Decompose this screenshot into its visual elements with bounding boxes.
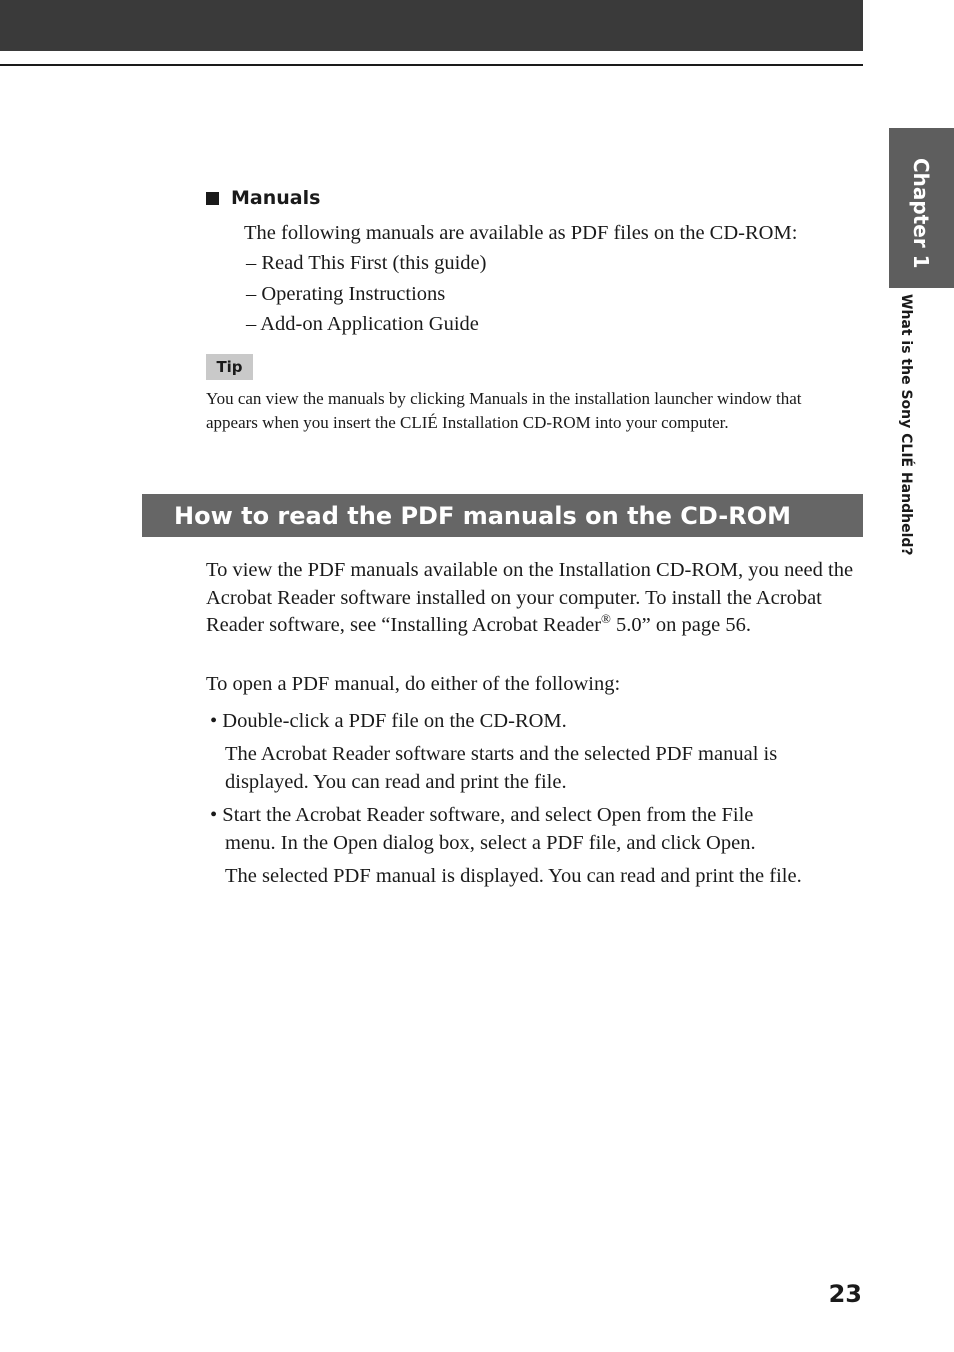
header-rule [0,64,863,66]
header-bar [0,0,863,51]
body-text: To view the PDF manuals available on the Installation CD-ROM, you need the Acrobat Reader software installed on your computer. To install the Acrobat Reader software, see “Installing Acrobat Reader [206,559,854,636]
bullet-1-result-line-1: The Acrobat Reader software starts and the selected PDF manual is [225,743,778,765]
chapter-tab [889,128,954,288]
list-item: – Operating Instructions [246,282,446,305]
bullet-1-result-line-2: displayed. You can read and print the file. [225,771,567,793]
manuals-heading-text: Manuals [231,187,321,209]
section-heading: How to read the PDF manuals on the CD-ROM [142,494,863,537]
page-number: 23 [828,1280,862,1308]
list-item: – Read This First (this guide) [246,252,487,274]
tip-badge: Tip [206,354,253,380]
registered-mark: ® [601,611,611,627]
manuals-list [246,248,487,340]
bullet-2-result: The selected PDF manual is displayed. You can read and print the file. [225,865,802,887]
body-paragraph [206,557,856,640]
bullet-item-2: • Start the Acrobat Reader software, and select Open from the File [210,804,754,826]
open-intro: To open a PDF manual, do either of the following: [206,673,621,695]
bullet-2-line-2: menu. In the Open dialog box, select a PDF file, and click Open. [225,832,756,854]
manuals-heading [206,184,320,212]
bullet-item-1: • Double-click a PDF file on the CD-ROM. [210,710,567,732]
chapter-label: Chapter 1 [909,158,934,269]
list-item: – Add-on Application Guide [246,313,479,335]
section-side-label: What is the Sony CLIÉ Handheld? [898,294,914,556]
body-text-end: 5.0” on page 56. [610,614,751,636]
square-bullet-icon [206,192,219,205]
manuals-intro: The following manuals are available as PDF files on the CD-ROM: [244,222,798,244]
tip-text: You can view the manuals by clicking Manuals in the installation launcher window that appears when you insert the CLIÉ Installation CD-ROM into your computer. [206,389,802,433]
